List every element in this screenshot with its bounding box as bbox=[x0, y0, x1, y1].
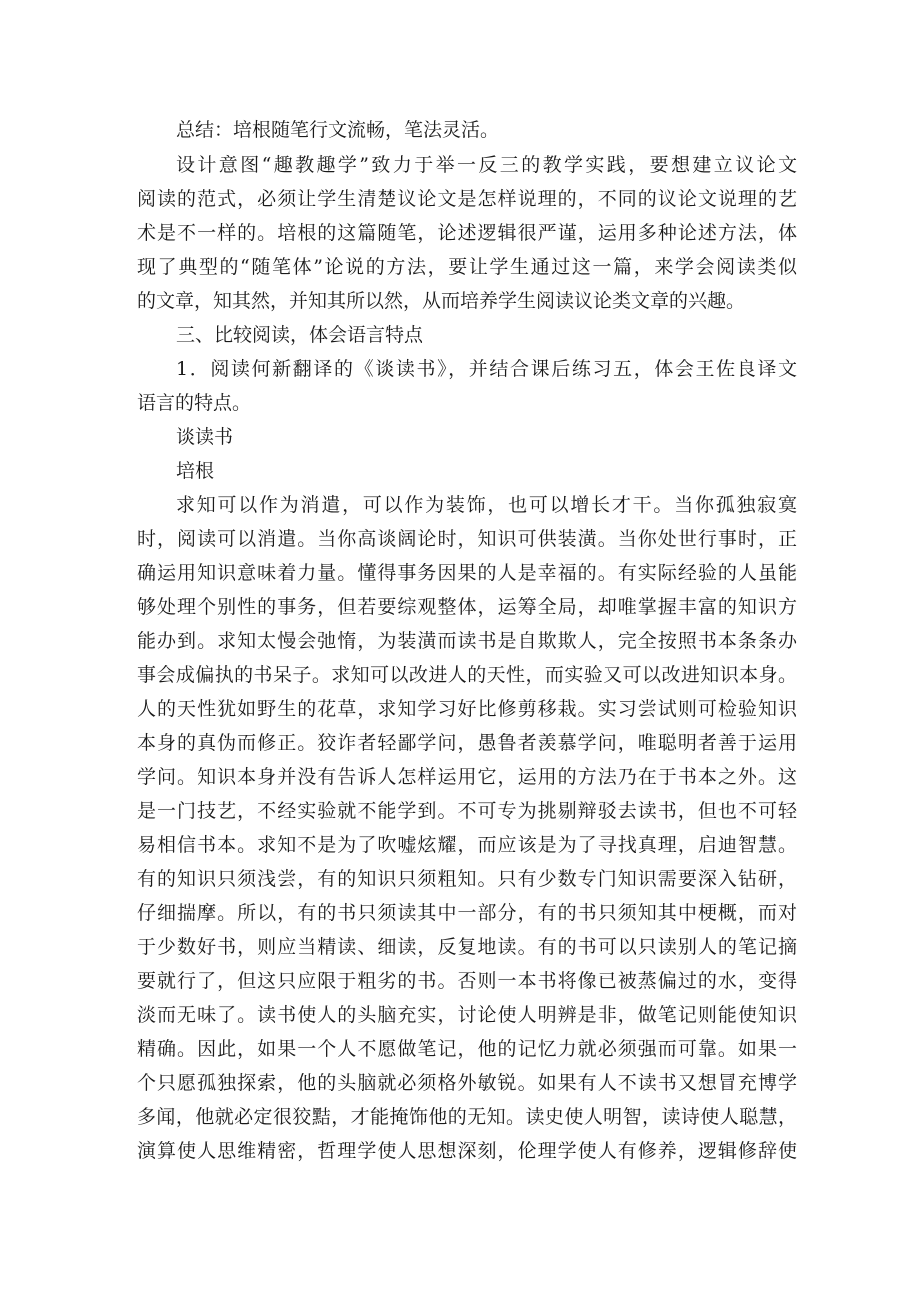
paragraph-line: 现了典型的“随笔体”论说的方法，要让学生通过这一篇，来学会阅读类似 bbox=[137, 256, 797, 278]
essay-line: 人的天性犹如野生的花草，求知学习好比修剪移栽。实习尝试则可检验知识 bbox=[137, 698, 797, 720]
essay-line: 时，阅读可以消遣。当你高谈阔论时，知识可供装潢。当你处世行事时，正 bbox=[137, 528, 797, 550]
essay-line: 够处理个别性的事务，但若要综观整体，运筹全局，却唯掌握丰富的知识方 bbox=[137, 596, 797, 618]
essay-line: 仔细揣摩。所以，有的书只须读其中一部分，有的书只须知其中梗概，而对 bbox=[137, 902, 797, 924]
essay-line: 有的知识只须浅尝，有的知识只须粗知。只有少数专门知识需要深入钻研， bbox=[137, 868, 797, 890]
essay-line: 确运用知识意味着力量。懂得事务因果的人是幸福的。有实际经验的人虽能 bbox=[137, 562, 797, 584]
essay-line: 多闻，他就必定很狡黠，才能掩饰他的无知。读史使人明智，读诗使人聪慧， bbox=[137, 1106, 797, 1128]
essay-line: 演算使人思维精密，哲理学使人思想深刻，伦理学使人有修养，逻辑修辞使 bbox=[137, 1140, 797, 1162]
essay-author: 培根 bbox=[176, 460, 215, 482]
essay-line: 事会成偏执的书呆子。求知可以改进人的天性，而实验又可以改进知识本身。 bbox=[137, 664, 797, 686]
essay-line: 精确。因此，如果一个人不愿做笔记，他的记忆力就必须强而可靠。如果一 bbox=[137, 1038, 797, 1060]
question-line: 语言的特点。 bbox=[137, 392, 252, 414]
essay-line: 淡而无味了。读书使人的头脑充实，讨论使人明辨是非，做笔记则能使知识 bbox=[137, 1004, 797, 1026]
summary-line: 总结：培根随笔行文流畅，笔法灵活。 bbox=[176, 119, 500, 141]
essay-line: 本身的真伪而修正。狡诈者轻鄙学问，愚鲁者羡慕学问，唯聪明者善于运用 bbox=[137, 732, 797, 754]
essay-line: 于少数好书，则应当精读、细读，反复地读。有的书可以只读别人的笔记摘 bbox=[137, 936, 797, 958]
question-line: 1．阅读何新翻译的《谈读书》，并结合课后练习五，体会王佐良译文 bbox=[176, 358, 797, 380]
essay-title: 谈读书 bbox=[176, 426, 234, 448]
essay-line: 学问。知识本身并没有告诉人怎样运用它，运用的方法乃在于书本之外。这 bbox=[137, 766, 797, 788]
essay-line: 求知可以作为消遣，可以作为装饰，也可以增长才干。当你孤独寂寞 bbox=[176, 494, 797, 516]
essay-line: 是一门技艺，不经实验就不能学到。不可专为挑剔辩驳去读书，但也不可轻 bbox=[137, 800, 797, 822]
essay-line: 能办到。求知太慢会弛惰，为装潢而读书是自欺欺人，完全按照书本条条办 bbox=[137, 630, 797, 652]
paragraph-line: 的文章，知其然，并知其所以然，从而培养学生阅读议论类文章的兴趣。 bbox=[137, 290, 746, 312]
essay-line: 易相信书本。求知不是为了吹嘘炫耀，而应该是为了寻找真理，启迪智慧。 bbox=[137, 834, 797, 856]
essay-line: 要就行了，但这只应限于粗劣的书。否则一本书将像已被蒸偏过的水，变得 bbox=[137, 970, 797, 992]
paragraph-line: 术是不一样的。培根的这篇随笔，论述逻辑很严谨，运用多种论述方法，体 bbox=[137, 222, 797, 244]
paragraph-line: 设计意图“趣教趣学”致力于举一反三的教学实践，要想建立议论文 bbox=[176, 154, 797, 176]
paragraph-line: 阅读的范式，必须让学生清楚议论文是怎样说理的，不同的议论文说理的艺 bbox=[137, 188, 797, 210]
essay-line: 个只愿孤独探索，他的头脑就必须格外敏锐。如果有人不读书又想冒充博学 bbox=[137, 1072, 797, 1094]
section-heading: 三、比较阅读，体会语言特点 bbox=[176, 324, 424, 346]
